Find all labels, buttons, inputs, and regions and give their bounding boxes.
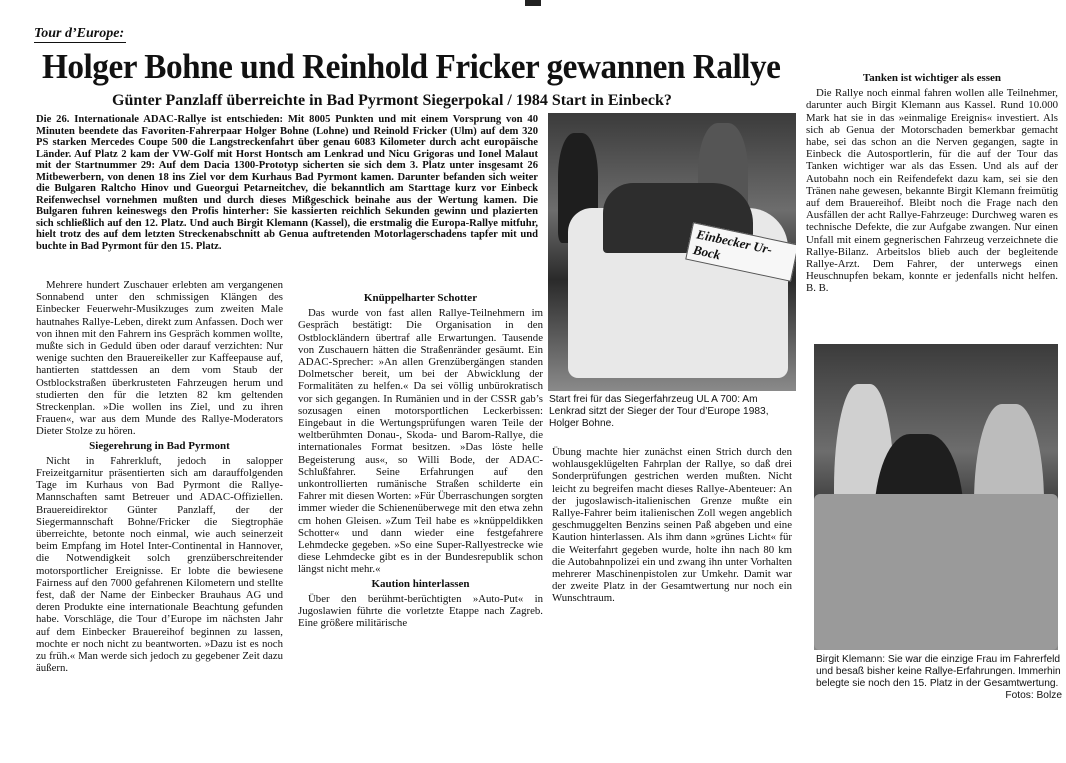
- column-2-paragraph-2: Über den berühmt-berüchtigten »Auto-Put« in Jugoslawien führte die vorletzte Etappe nach Zagreb. Eine größere militärische: [298, 592, 543, 630]
- photo-2-caption: [816, 654, 1062, 702]
- column-1-paragraph-1: Mehrere hundert Zuschauer erlebten am vergangenen Sonnabend unter den schmissigen Klängen des Einbecker Feuerwehr-Musikzuges zum zweiten Male hautnahes Rallye-Leben, direkt zum Anfassen. Doch wer von ihnen mit den Fahrern ins Gespräch kommen wollte, mußte sich in Geduld üben oder darauf verzichten: Nur wenige suchten den Brauereikeller zur Kaffeepause auf, hantierten stattdessen an dem vom Staub der Ostblockstraßen überkrusteten Fahrzeugen herum und studierten den für die letzten 82 km geltenden Streckenplan. »Die wollen ins Ziel, und zu ihren Frauen«, war aus dem Munde des Rallye-Moderators Dieter Stolze zu hören.: [36, 279, 283, 438]
- section-heading-siegerehrung: Siegerehrung in Bad Pyrmont: [89, 439, 230, 452]
- column-2: [298, 290, 543, 629]
- right-column-text: Die Rallye noch einmal fahren wollen alle Teilnehmer, darunter auch Birgit Klemann aus Kassel. Rund 10.000 Mark hat sie in das »einmalige Ereignis« investiert. Als sich ab Genua der Motorschaden bemerkbar gemacht habe, sei das schon an die Nerven gegangen, sagte in Einbeck die Autosportlerin, für die auf der Tour das Tanken wichtiger war als das Essen. Und als auf der Autobahn noch ein Reifendefekt dazu kam, sei sie den Tränen nahe gewesen, bekannte Birgit Klemann freimütig auf dem Brauereihof. Bleibt noch die Frage nach den Ausfällen der acht Rallye-Fahrzeuge: Durchweg waren es technische Defekte, die zur Aufgabe zwangen. Nur einen Unfall mit einem gegnerischen Fahrzeug verzeichnete die Rallye-Bilanz. Arbeitslos blieb auch der begleitende Rallye-Arzt. Dem Fahrer, der unterwegs einen Heuschnupfen bekam, konnte er jedenfalls nicht helfen.: [806, 87, 1058, 283]
- headline: Holger Bohne und Reinhold Fricker gewannen Rallye: [42, 47, 781, 86]
- car-door: [814, 494, 1058, 650]
- section-heading-schotter: Knüppelharter Schotter: [363, 292, 478, 304]
- birgit-klemann-photo: [814, 344, 1058, 650]
- author-signature: B. B.: [806, 282, 829, 295]
- column-1: [36, 279, 283, 675]
- scan-mark: [525, 0, 541, 6]
- column-1-paragraph-2: Nicht in Fahrerkluft, jedoch in salopper Freizeitgarnitur präsentierten sich am darauffolgenden Tage im Kurhaus von Bad Pyrmont die Rallye-Mannschaften samt Betreuer und ADAC-Offiziellen. Brauereidirektor Günter Panzlaff, der der Siegermannschaft Bohne/Fricker die Siegtrophäe überreichte, betonte noch einmal, wie auch seinerzeit beim Empfang im Hotel Inter-Continental in Hannover, die Notwendigkeit solch grenzüberschreitender motorsportlicher Ereignisse. Er lobte die bewiesene Fairness auf den 7000 gefahrenen Kilometern und stellte fest, daß der Name der Einbecker Brauhaus AG und deren Produkte eine internationale Beachtung gefunden habe. Vorschläge, die Tour d’Europe im nächsten Jahr auf dem Einbecker Brauereihof beginnen zu lassen, mochte er noch nicht zu beantworten. »Dazu ist es noch zu früh.« Man werde sich jedoch zu gegebener Zeit dazu äußern.: [36, 454, 283, 675]
- column-3-paragraph-1: Übung machte hier zunächst einen Strich durch den wohlausgeklügelten Fahrplan der Rallye, so daß drei Sonderprüfungen gestrichen werden mußten. Nicht leicht zu begreifen macht dieses Rallye-Abenteuer: An der jugoslawisch-italienischen Grenze mußte ein Rallye-Fahrer beim italienischen Zoll wegen angeblich geschmuggelten Benzins seinen Paß abgeben und eine Kaution hinterlassen. Als ihm dann »grünes Licht« für die Weiterfahrt gegeben wurde, holte ihn nach 80 km die Autobahnpolizei ein und zwang ihn unter Vorhalten mehrerer Maschinenpistolen zur Umkehr. Damit war der zweite Platz in der Gesamtwertung nur noch ein Wunschtraum.: [552, 446, 792, 605]
- lead-paragraph: Die 26. Internationale ADAC-Rallye ist entschieden: Mit 8005 Punkten und mit einem Vorsprung von 40 Minuten beendete das Favoriten-Fahrerpaar Holger Bohne (Lohne) und Reinold Fricker (Ulm) auf dem 320 PS starken Mercedes Coupe 500 die Langstreckenfahrt über genau 6083 Kilometer durch acht europäische Länder. Auf Platz 2 kam der VW-Golf mit Horst Hontsch am Lenkrad und Nicu Grigoras und Ionel Malaut mit der Startnummer 29: Auf dem Dacia 1300-Prototyp sicherten sie sich dem 3. Platz unter insgesamt 26 Mitbewerbern, von denen 18 ins Ziel vor dem Kurhaus Bad Pyrmont kamen. Darunter befanden sich weiter die Bulgaren Raltcho Hinov und Gueorgui Petarneitchev, die bekanntlich am Starttage kurz vor Einbeck Reifenwechsel vornehmen mußten und durch dieses Mißgeschick beinahe aus der Wertung kamen. Die Bulgaren fuhren keineswegs den Profis hinterher: Sie kassierten reichlich Sekunden gewinn und plazierten sich schließlich auf den 12. Platz. Und auch Birgit Klemann (Kassel), die erstmalig die Europa-Rallye mitfuhr, hielt trotz des auf dem letzten Streckenabschnitt ab Genua auftretenden Motorlagerschadens tapfer mit und buchte in Bad Pyrmont für den 15. Platz.: [36, 114, 538, 253]
- kicker: Tour d’Europe:: [34, 26, 125, 41]
- car-sponsor-sign: Einbecker Ur-Bock: [685, 222, 796, 282]
- section-heading-kaution: Kaution hinterlassen: [371, 577, 470, 590]
- photo-credit: Fotos: Bolze: [1005, 690, 1062, 701]
- rally-car-photo: [548, 113, 796, 391]
- photo-1-caption: Start frei für das Siegerfahrzeug UL A 700: Am Lenkrad sitzt der Sieger der Tour d’Europe 1983, Holger Bohne.: [549, 394, 769, 429]
- column-3: [552, 446, 792, 605]
- photo-2-caption-text: Birgit Klemann: Sie war die einzige Frau im Fahrerfeld und besaß bisher keine Rallye-Erfahrungen. Immerhin belegte sie noch den 15. Platz in der Gesamtwertung.: [816, 654, 1061, 689]
- right-column-paragraph: [806, 87, 1058, 294]
- subheadline: Günter Panzlaff überreichte in Bad Pyrmont Siegerpokal / 1984 Start in Einbeck?: [112, 92, 672, 109]
- column-2-paragraph-1: Das wurde von fast allen Rallye-Teilnehmern im Gespräch bestätigt: Die Organisation in den Ostblockländern übertraf alle Erwartungen. Tausende von Zuschauern hätten die Straßenränder gesäumt. Ein ADAC-Sprecher: »An allen Grenzübergängen standen Dolmetscher bereit, um bei der Abwicklung der Formalitäten zu helfen.« Da sei völlig unbürokratisch vor sich gegangen. In Rumänien und in der CSSR gab’s sozusagen einen motorsportlichen Leckerbissen: Eingebaut in die Wertungsprüfungen waren Teile der weltberühmten Donau-, Skoda- und Barom-Rallye, die internationales Format besitzen. »Das löste helle Begeisterung aus«, so Willi Bode, der ADAC-Schlußfahrer. Seine Erfahrungen auf den unkontrollierten rumänische Straßen schilderte ein Fahrer mit diesen Worten: »Für Überraschungen sorgten immer wieder die Schienenüberwege mit den etwa zehn cm hohen Gleisen. »Zum Teil habe es »knüppeldikken Schotter« und dann wieder eine festgefahrere Lehmdecke gegeben. »So eine Super-Rallyestrecke wie diese Lehmdecke gibt es in der Bundesrepublik schon längst nicht mehr.«: [298, 307, 543, 576]
- right-column: [806, 70, 1058, 295]
- section-heading-tanken: Tanken ist wichtiger als essen: [862, 72, 1002, 84]
